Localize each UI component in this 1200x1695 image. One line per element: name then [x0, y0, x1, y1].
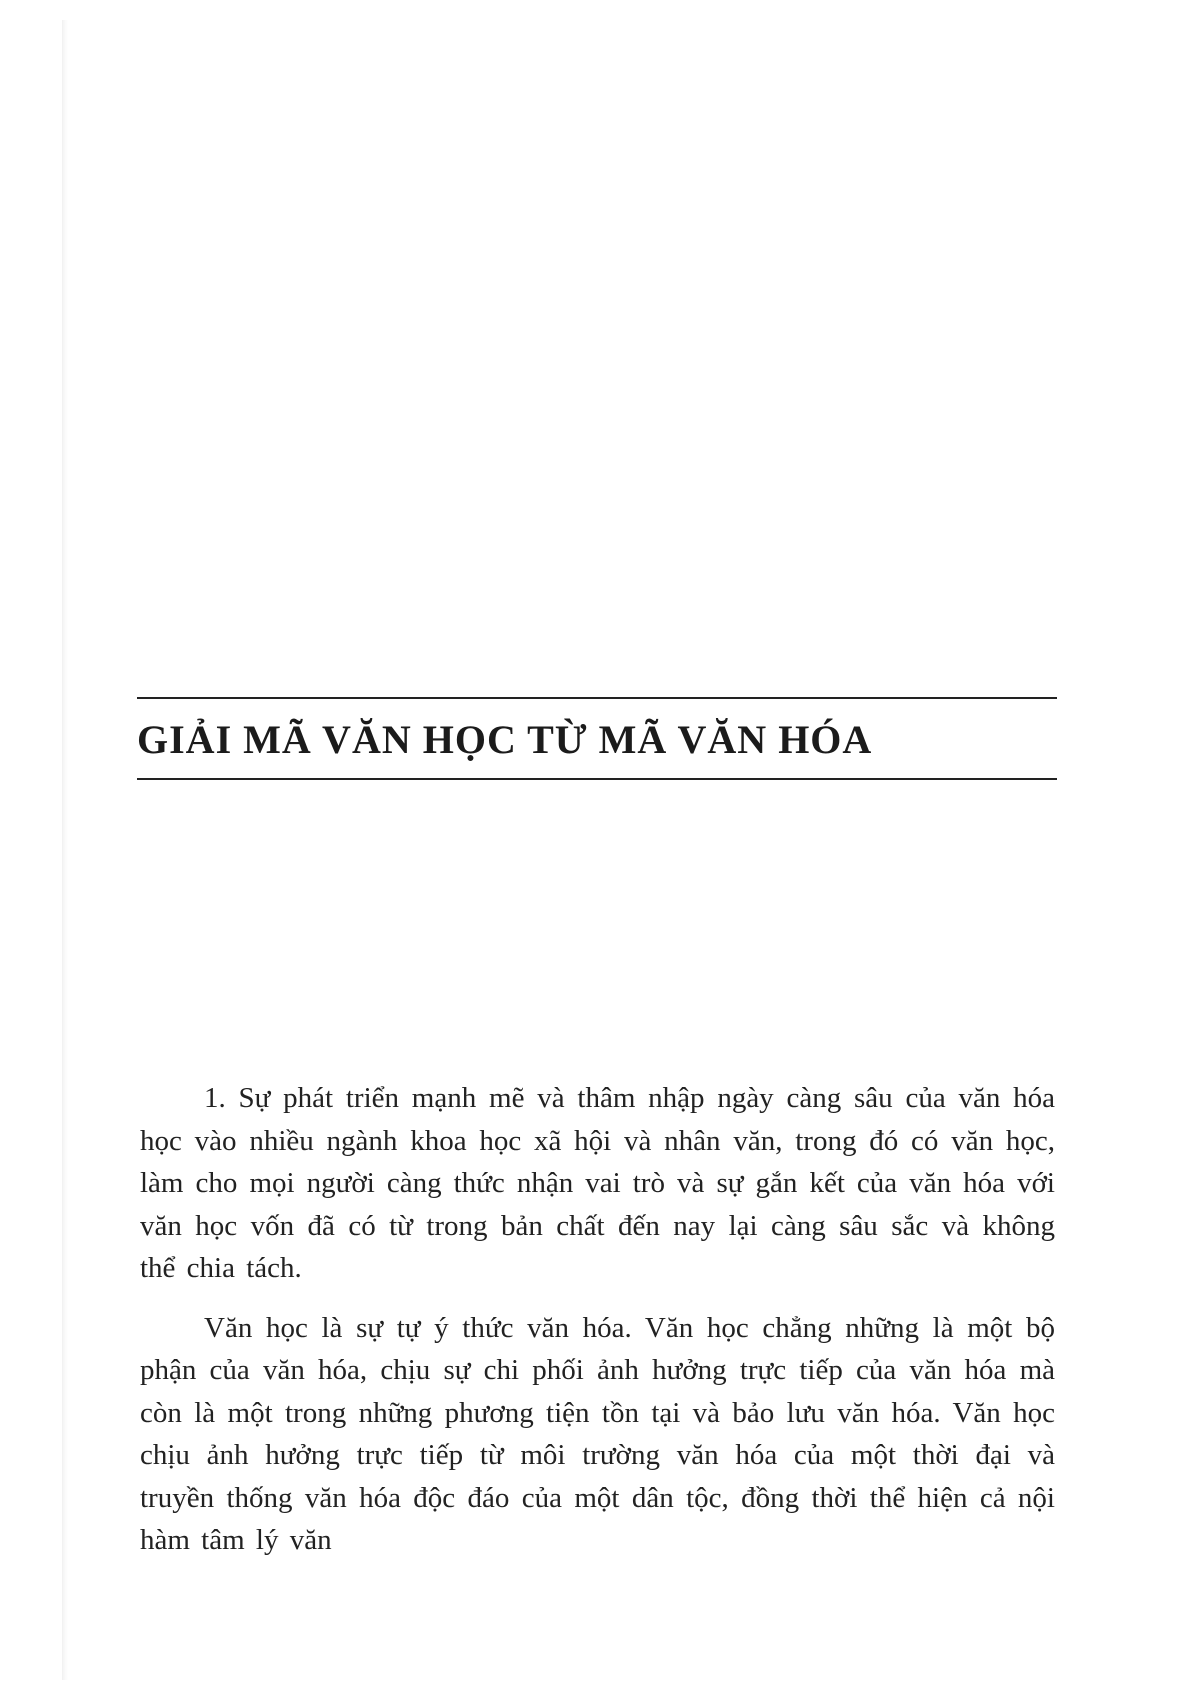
bottom-divider: [137, 778, 1057, 780]
paragraph-2: Văn học là sự tự ý thức văn hóa. Văn học chẳng những là một bộ phận của văn hóa, chịu sự chi phối ảnh hưởng trực tiếp của văn hóa mà còn là một trong những phương tiện tồn tại và bảo lưu văn hóa. Văn học chịu ảnh hưởng trực tiếp từ môi trường văn hóa của một thời đại và truyền thống văn hóa độc đáo của một dân tộc, đồng thời thể hiện cả nội hàm tâm lý văn: [140, 1311, 1055, 1556]
body-text: [140, 1077, 1055, 1579]
page-edge: [62, 20, 68, 1680]
paragraph-1: 1. Sự phát triển mạnh mẽ và thâm nhập ngày càng sâu của văn hóa học vào nhiều ngành khoa học xã hội và nhân văn, trong đó có văn học, làm cho mọi người càng thức nhận vai trò và sự gắn kết của văn hóa với văn học vốn đã có từ trong bản chất đến nay lại càng sâu sắc và không thể chia tách.: [140, 1082, 1055, 1284]
top-divider: [137, 697, 1057, 699]
chapter-heading: [137, 697, 1057, 780]
chapter-title: GIẢI MÃ VĂN HỌC TỪ MÃ VĂN HÓA: [137, 717, 873, 762]
